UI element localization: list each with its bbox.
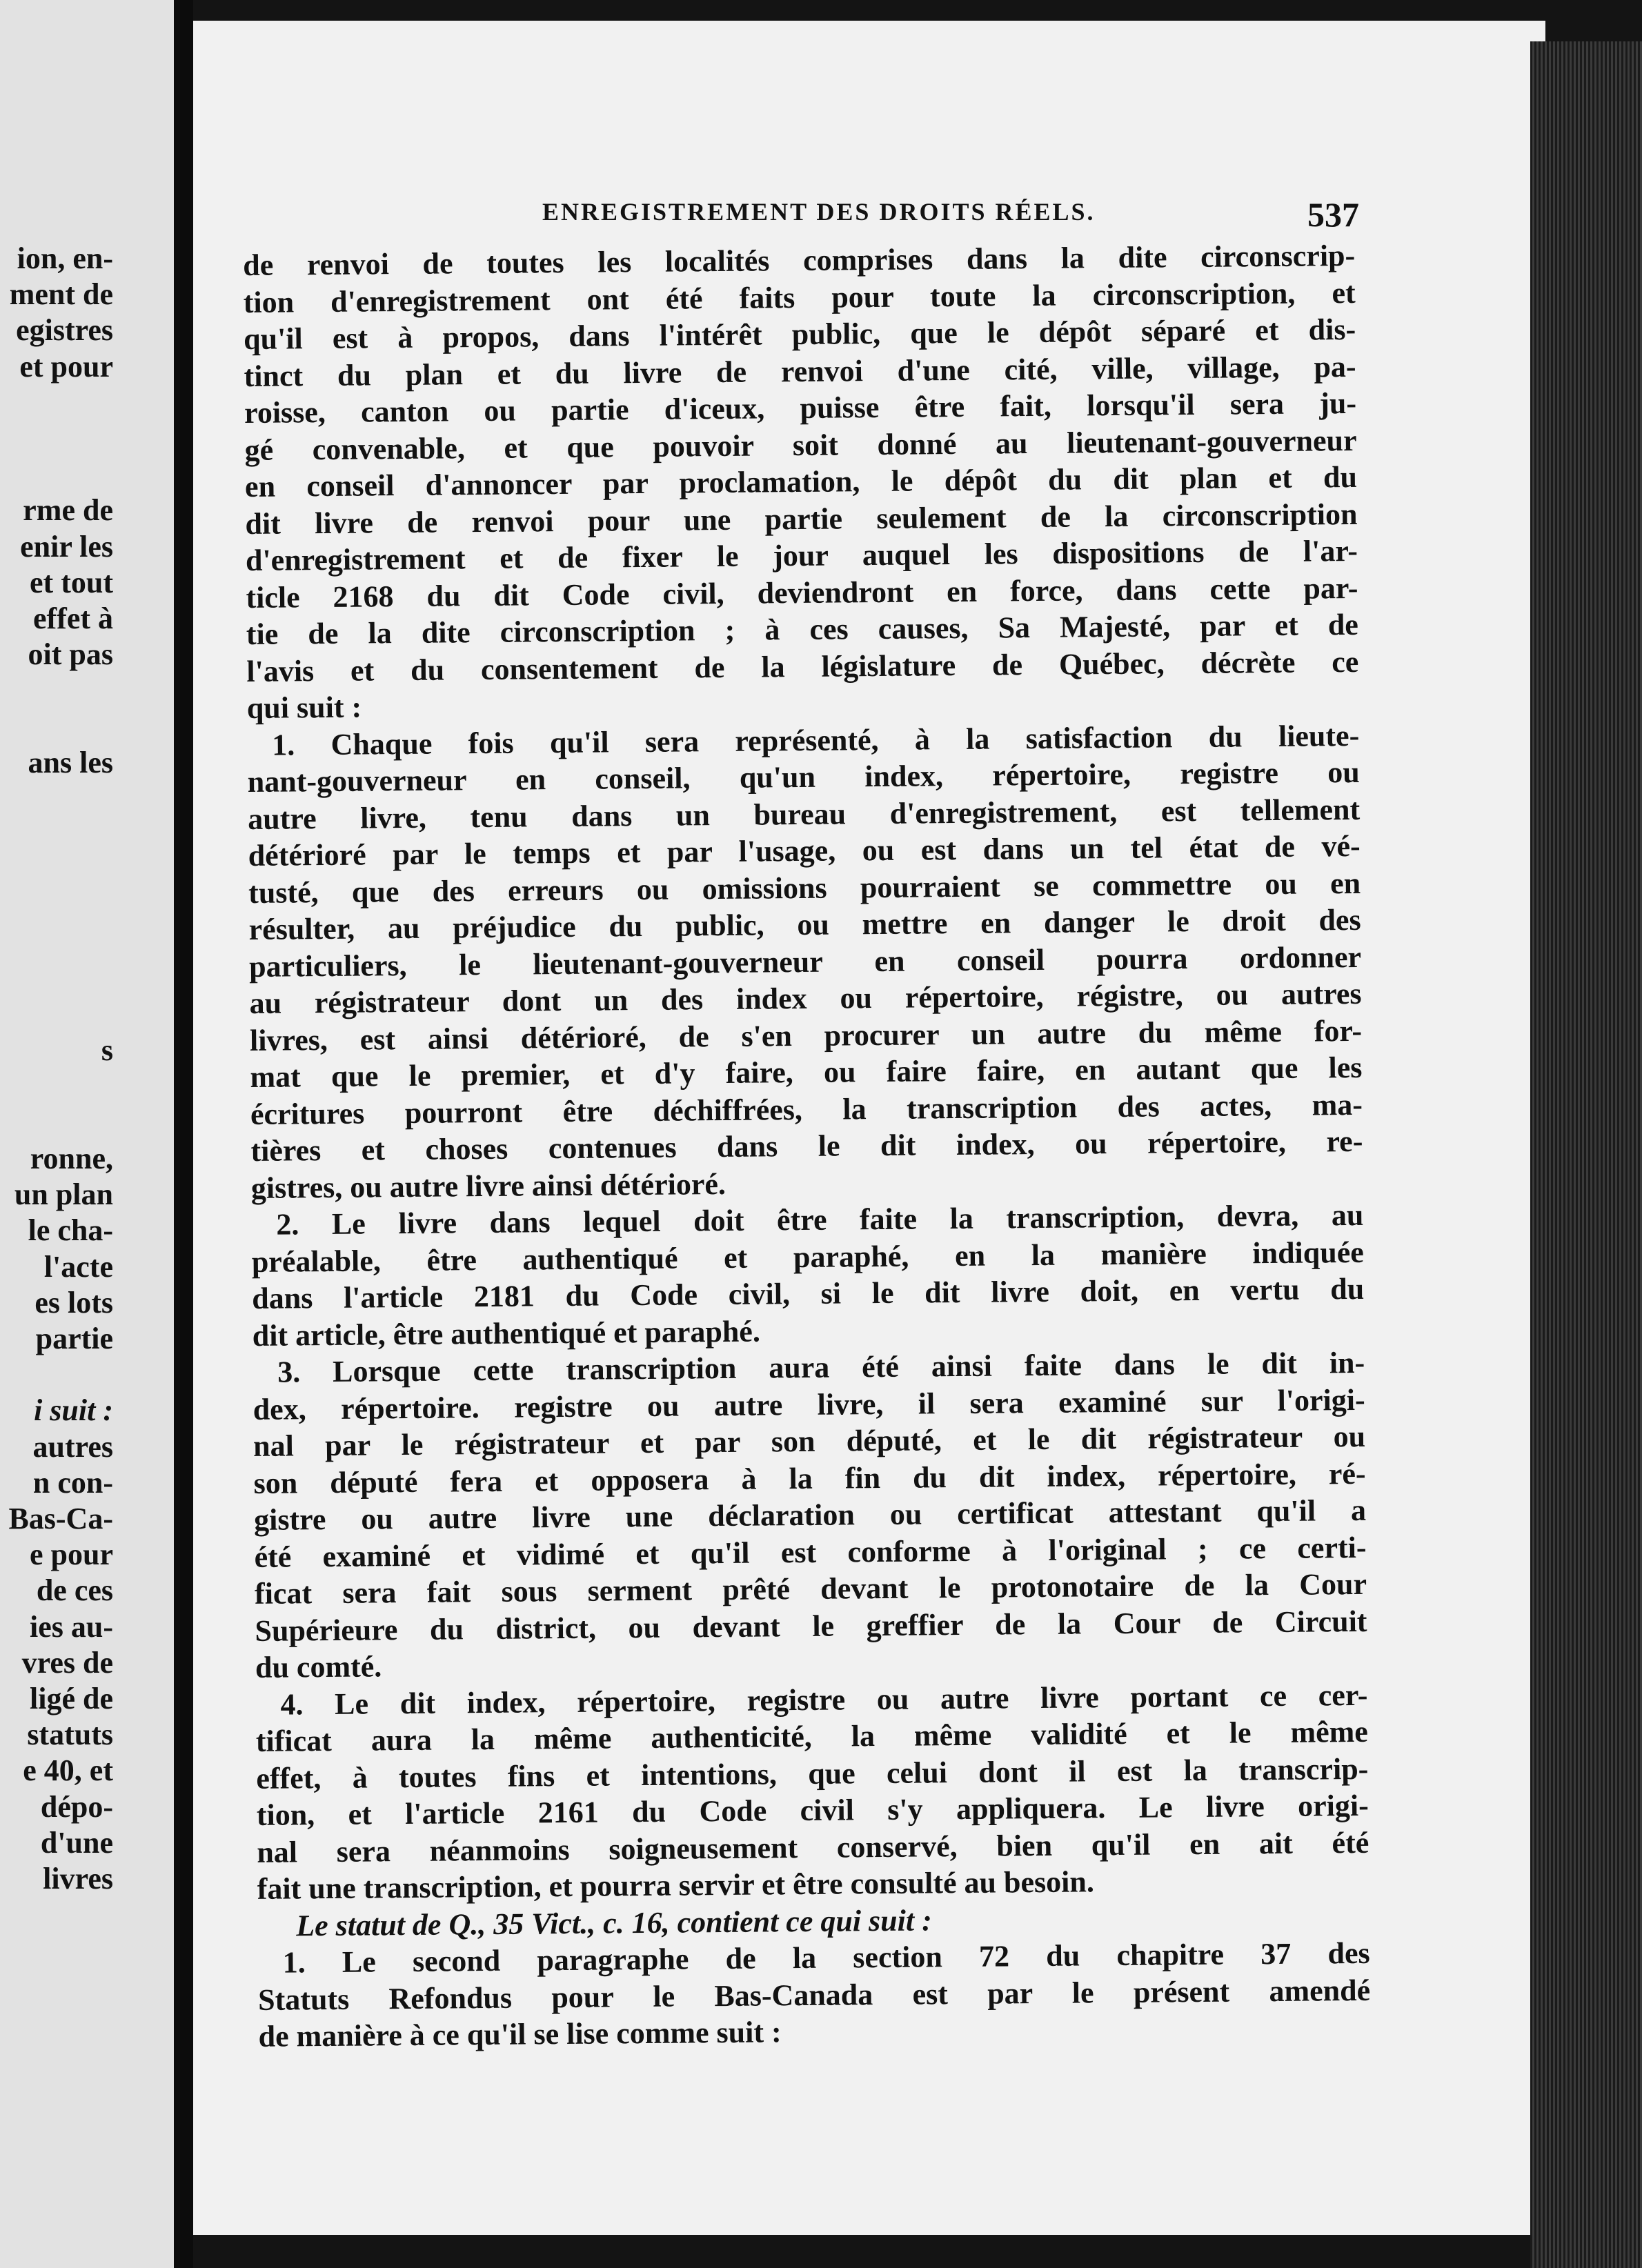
page-number: 537 — [1307, 195, 1359, 234]
left-page-fragment: e pour — [30, 1538, 113, 1572]
body-line: ticle 2168 du dit Code civil, deviendront en force, dans cette par- — [246, 570, 1358, 615]
left-page-fragment: statuts — [27, 1718, 113, 1752]
body-line: tusté, que des erreurs ou omissions pourraient se commettre ou en — [248, 866, 1361, 910]
body-line: effet, à toutes fins et intentions, que celui dont il est la transcrip- — [256, 1751, 1369, 1796]
body-line: gistre ou autre livre une déclaration ou certificat attestant qu'il a — [253, 1493, 1367, 1537]
body-line: détérioré par le temps et par l'usage, ou est dans un tel état de vé- — [248, 828, 1361, 873]
body-line: tion, et l'article 2161 du Code civil s'y appliquera. Le livre origi- — [256, 1788, 1369, 1832]
body-line: nal sera néanmoins soigneusement conservé, bien qu'il en ait été — [257, 1825, 1369, 1869]
body-line: été examiné et vidimé et qu'il est conforme à l'original ; ce certi- — [254, 1530, 1367, 1574]
left-page-fragment: s — [101, 1033, 113, 1068]
left-page-fragment: autres — [32, 1429, 113, 1464]
body-line: fait une transcription, et pourra servir et être consulté au besoin. — [257, 1864, 1095, 1906]
left-page-fragment: egistres — [16, 313, 113, 348]
left-page-fragment: Bas-Ca- — [8, 1502, 113, 1535]
left-page-fragment: de ces — [36, 1573, 113, 1608]
body-line: qui suit : — [246, 690, 362, 725]
body-line: 3. Lorsque cette transcription aura été ainsi faite dans le dit in- — [277, 1345, 1365, 1389]
left-page-fragment: i suit : — [34, 1393, 113, 1428]
left-page-fragment: ligé de — [30, 1682, 113, 1715]
left-page-fragment: rme de — [23, 493, 113, 528]
left-page-fragment: ronne, — [30, 1142, 113, 1175]
body-line: son député fera et opposera à la fin du dit index, répertoire, ré- — [253, 1456, 1366, 1500]
left-page-fragment: d'une — [40, 1825, 113, 1860]
body-line: tières et choses contenues dans le dit index, ou répertoire, re- — [250, 1124, 1363, 1168]
body-line: gistres, ou autre livre ainsi détérioré. — [250, 1166, 726, 1205]
body-line: au régistrateur dont un des index ou répertoire, régistre, ou autres — [249, 976, 1362, 1020]
body-line: 2. Le livre dans lequel doit être faite la transcription, devra, au — [276, 1197, 1364, 1242]
body-line: Supérieure du district, ou devant le greffier de la Cour de Circuit — [255, 1604, 1367, 1648]
left-page-fragment: n con- — [32, 1465, 113, 1500]
left-page-fragment: enir les — [20, 529, 113, 564]
left-page-fragment: l'acte — [43, 1249, 113, 1284]
body-line: en conseil d'annoncer par proclamation, le dépôt du dit plan et du — [244, 459, 1358, 504]
left-page-fragment: et tout — [30, 565, 113, 599]
left-page-fragment: partie — [35, 1322, 113, 1355]
body-line: tie de la dite circonscription ; à ces causes, Sa Majesté, par et de — [246, 607, 1359, 651]
body-line: 4. Le dit index, répertoire, registre ou autre livre portant ce cer- — [280, 1678, 1368, 1722]
body-line: dit livre de renvoi pour une partie seulement de la circonscription — [245, 497, 1358, 541]
body-line: qu'il est à propos, dans l'intérêt public, que le dépôt séparé et dis- — [243, 312, 1356, 356]
page-edges — [1530, 41, 1642, 2268]
body-line: gé convenable, et que pouvoir soit donné au lieutenant-gouverneur — [244, 423, 1357, 467]
left-page-fragment: ment de — [9, 277, 113, 312]
left-page-fragment: un plan — [14, 1177, 113, 1212]
body-line: de renvoi de toutes les localités comprises dans la dite circonscrip- — [243, 238, 1356, 282]
left-page-fragment: et pour — [19, 349, 113, 384]
body-line: 1. Le second paragraphe de la section 72 du chapitre 37 des — [282, 1936, 1370, 1980]
left-page-fragment: le cha- — [28, 1213, 113, 1248]
left-page-fragment: dépo- — [40, 1789, 113, 1824]
body-line: Statuts Refondus pour le Bas-Canada est par le présent amendé — [257, 1973, 1371, 2017]
left-page-fragment: vres de — [21, 1645, 113, 1680]
body-line: roisse, canton ou partie d'iceux, puisse être fait, lorsqu'il sera ju- — [244, 386, 1357, 430]
body-line: livres, est ainsi détérioré, de s'en procurer un autre du même for- — [249, 1013, 1363, 1057]
body-line: 1. Chaque fois qu'il sera représenté, à la satisfaction du lieute- — [272, 718, 1360, 762]
left-page-fragment: ies au- — [30, 1609, 113, 1644]
left-page-fragment: livres — [43, 1862, 113, 1896]
left-page-fragment: es lots — [34, 1285, 113, 1320]
body-line: tificat aura la même authenticité, la même validité et le même — [255, 1714, 1369, 1758]
running-head-title: ENREGISTREMENT DES DROITS RÉELS. — [542, 198, 1096, 226]
body-line: nal par le régistrateur et par son député, et le dit régistrateur ou — [253, 1419, 1366, 1463]
body-line: dex, répertoire. registre ou autre livre, il sera examiné sur l'origi- — [253, 1382, 1365, 1426]
left-facing-page — [0, 0, 174, 2268]
running-header — [324, 197, 1359, 239]
body-line: mat que le premier, et d'y faire, ou faire faire, en autant que les — [250, 1050, 1363, 1094]
body-line: tion d'enregistrement ont été faits pour toute la circonscription, et — [243, 275, 1356, 319]
body-line: écritures pourront être déchiffrées, la transcription des actes, ma- — [250, 1087, 1363, 1131]
left-page-fragment: ion, en- — [17, 241, 113, 275]
body-line: autre livre, tenu dans un bureau d'enregistrement, est tellement — [248, 792, 1361, 836]
body-line: particuliers, le lieutenant-gouverneur en conseil pourra ordonner — [248, 939, 1362, 984]
body-line: ficat sera fait sous serment prêté devant le protonotaire de la Cour — [254, 1566, 1367, 1611]
body-line: Le statut de Q., 35 Vict., c. 16, contient ce qui suit : — [296, 1902, 932, 1942]
body-text — [243, 237, 1371, 2055]
body-line: du comté. — [255, 1649, 382, 1684]
body-line: dans l'article 2181 du Code civil, si le dit livre doit, en vertu du — [252, 1271, 1365, 1315]
book-gutter — [174, 0, 193, 2268]
body-line: résulter, au préjudice du public, ou mettre en danger le droit des — [248, 902, 1361, 946]
body-line: l'avis et du consentement de la législature de Québec, décrète ce — [246, 644, 1359, 688]
body-line: tinct du plan et du livre de renvoi d'une cité, ville, village, pa- — [244, 349, 1356, 393]
body-line: de manière à ce qu'il se lise comme suit : — [258, 2015, 782, 2053]
left-page-fragment: effet à — [32, 601, 113, 635]
body-line: d'enregistrement et de fixer le jour auquel les dispositions de l'ar- — [245, 533, 1358, 577]
left-page-fragment: oit pas — [28, 637, 113, 672]
left-page-fragment: e 40, et — [23, 1753, 113, 1788]
left-page-fragment: ans les — [28, 745, 113, 779]
body-line: préalable, être authentiqué et paraphé, en la manière indiquée — [251, 1235, 1364, 1279]
body-line: dit article, être authentiqué et paraphé. — [252, 1314, 761, 1353]
body-line: nant-gouverneur en conseil, qu'un index, répertoire, registre ou — [247, 755, 1360, 799]
